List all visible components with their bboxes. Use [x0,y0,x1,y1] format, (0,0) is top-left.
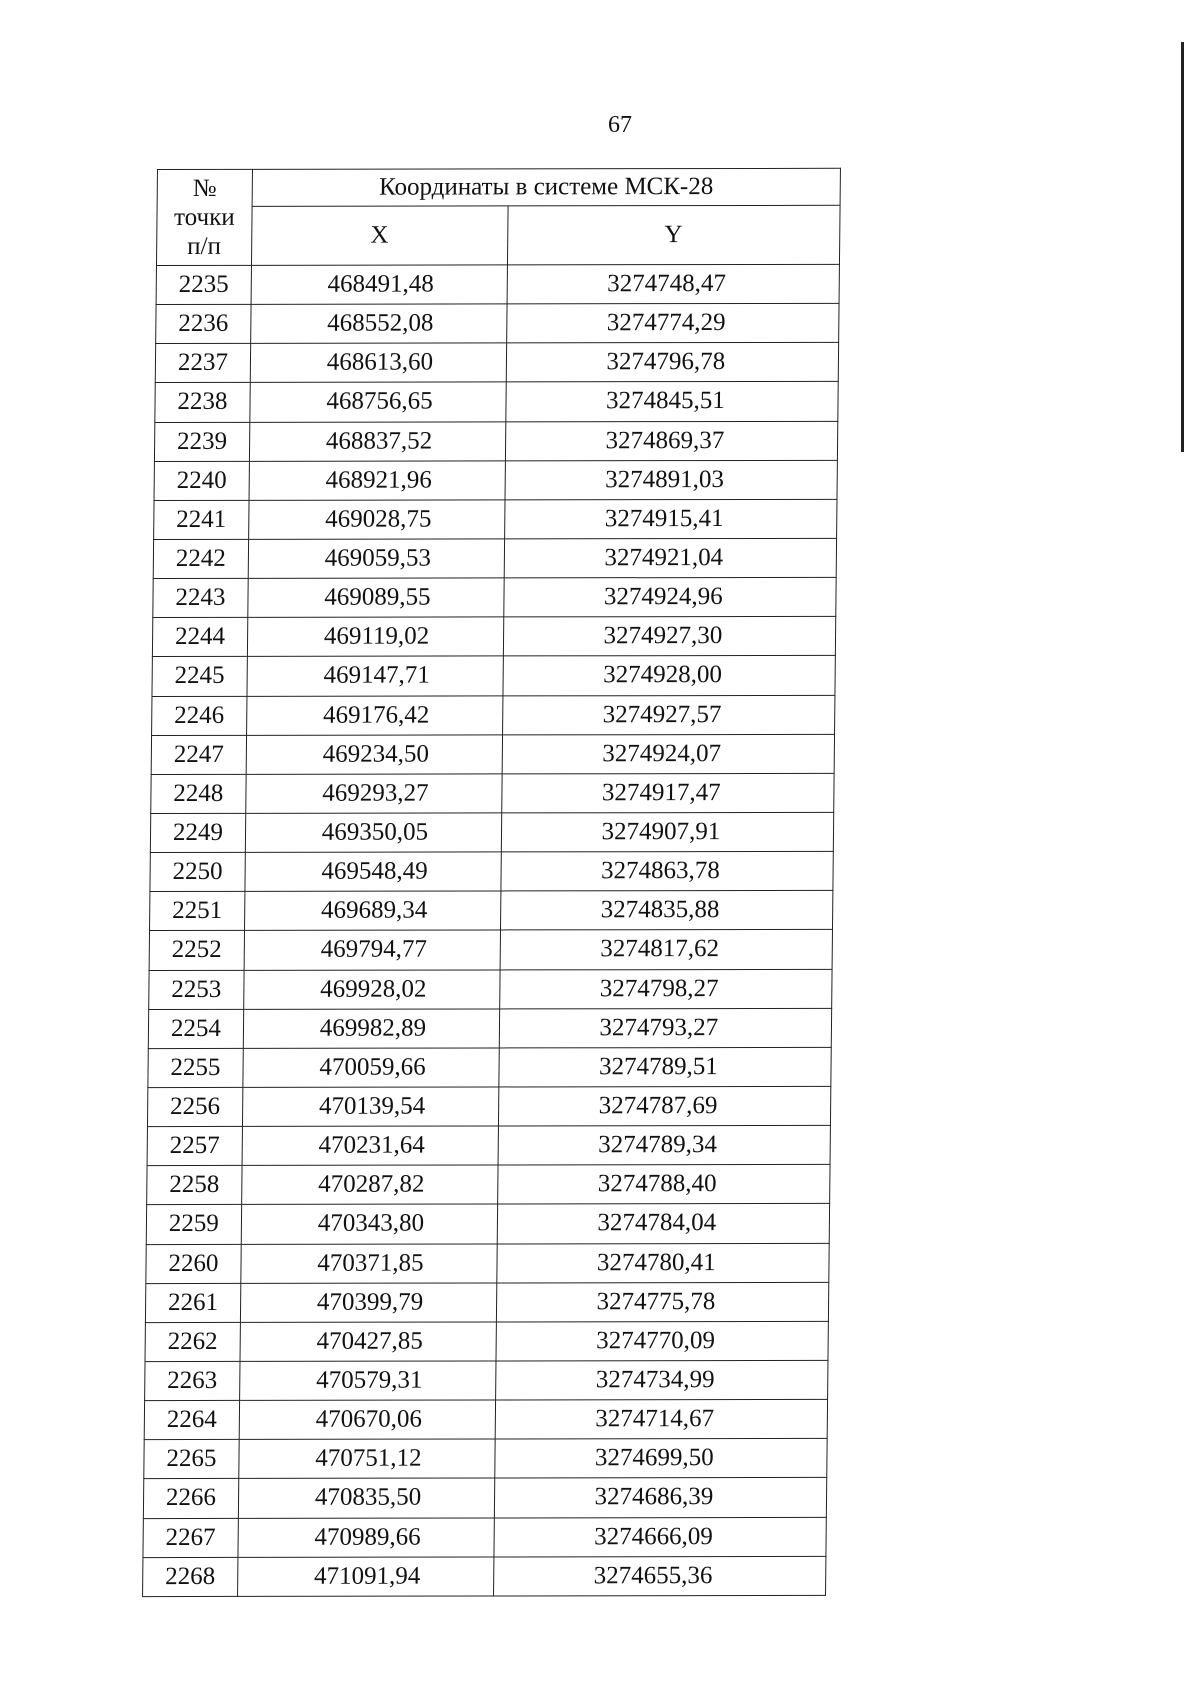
x-coordinate-cell: 468613,60 [250,343,506,383]
table-row [147,1125,830,1165]
point-number-cell: 2243 [153,578,248,617]
x-coordinate-cell: 469059,53 [248,539,504,579]
table-body [143,264,840,1596]
x-coordinate-cell: 469119,02 [247,617,503,657]
y-coordinate-cell: 3274927,57 [502,695,835,735]
table-row [154,499,837,539]
table-row [153,577,836,617]
x-coordinate-cell: 469928,02 [244,969,500,1009]
x-coordinate-cell: 470427,85 [240,1322,496,1362]
table-row [148,1008,831,1048]
x-coordinate-cell: 470287,82 [241,1165,497,1205]
y-coordinate-cell: 3274784,04 [497,1204,830,1244]
y-coordinate-cell: 3274775,78 [496,1282,829,1322]
table-row [143,1517,826,1557]
y-coordinate-cell: 3274915,41 [504,499,837,539]
x-coordinate-cell: 468921,96 [249,461,505,501]
y-coordinate-cell: 3274788,40 [497,1165,830,1205]
x-coordinate-cell: 470399,79 [240,1283,496,1323]
point-number-cell: 2263 [145,1361,240,1400]
scan-edge-mark [1181,42,1184,452]
x-coordinate-cell: 471091,94 [237,1557,493,1597]
table-row [145,1360,828,1400]
y-coordinate-cell: 3274789,34 [498,1125,831,1165]
x-coordinate-cell: 470059,66 [243,1048,499,1088]
x-coordinate-cell: 470579,31 [239,1361,495,1401]
x-coordinate-cell: 469982,89 [243,1009,499,1049]
table-row [153,538,836,578]
table-row [150,851,833,891]
coordinates-table [142,168,841,1597]
point-number-header [156,169,252,265]
y-coordinate-cell: 3274666,09 [493,1517,826,1557]
point-number-cell: 2249 [150,813,245,852]
table-row [152,656,835,696]
table-row [151,734,834,774]
x-coordinate-cell: 469548,49 [245,852,501,892]
x-coordinate-cell: 470343,80 [241,1204,497,1244]
x-coordinate-cell: 470835,50 [238,1478,494,1518]
x-coordinate-cell: 469794,77 [244,930,500,970]
point-number-cell: 2257 [147,1126,242,1165]
x-coordinate-cell: 469293,27 [246,774,502,814]
point-number-cell: 2235 [156,265,251,304]
y-coordinate-cell: 3274774,29 [506,303,839,343]
table-row [144,1439,827,1479]
x-column-header: X [251,206,507,265]
table-row [151,773,834,813]
x-coordinate-cell: 468491,48 [251,265,507,305]
point-number-cell: 2253 [149,970,244,1009]
table-header [156,168,840,265]
table-row [154,460,837,500]
point-number-cell: 2258 [147,1166,242,1205]
point-number-cell: 2244 [152,618,247,657]
y-coordinate-cell: 3274817,62 [500,930,833,970]
y-coordinate-cell: 3274789,51 [498,1047,831,1087]
point-number-cell: 2246 [152,696,247,735]
y-coordinate-cell: 3274780,41 [496,1243,829,1283]
point-number-cell: 2242 [153,539,248,578]
point-number-cell: 2266 [143,1479,238,1518]
point-number-cell: 2255 [148,1048,243,1087]
table-row [155,382,838,422]
table-row [156,264,839,304]
y-coordinate-cell: 3274787,69 [498,1086,831,1126]
y-coordinate-cell: 3274770,09 [495,1321,828,1361]
table-row [146,1243,829,1283]
x-coordinate-cell: 469689,34 [244,891,500,931]
y-coordinate-cell: 3274907,91 [501,812,834,852]
table-row [145,1321,828,1361]
x-coordinate-cell: 469234,50 [246,735,502,775]
point-number-cell: 2268 [143,1557,238,1596]
table-row [150,812,833,852]
x-coordinate-cell: 468837,52 [249,421,505,461]
y-coordinate-cell: 3274699,50 [494,1439,827,1479]
table-row [144,1399,827,1439]
y-coordinate-cell: 3274927,30 [503,617,836,657]
x-coordinate-cell: 470371,85 [241,1243,497,1283]
y-coordinate-cell: 3274845,51 [505,382,838,422]
y-coordinate-cell: 3274921,04 [504,538,837,578]
point-number-cell: 2236 [156,304,251,343]
point-number-cell: 2259 [146,1205,241,1244]
y-coordinate-cell: 3274869,37 [505,421,838,461]
point-number-cell: 2239 [154,422,249,461]
y-column-header: Y [507,205,840,265]
point-number-cell: 2262 [145,1322,240,1361]
table-row [152,617,835,657]
point-number-cell: 2264 [144,1401,239,1440]
point-number-header-line-3: п/п [187,232,222,260]
point-number-cell: 2237 [155,344,250,383]
x-coordinate-cell: 470139,54 [242,1087,498,1127]
table-row [147,1086,830,1126]
point-number-cell: 2252 [149,931,244,970]
y-coordinate-cell: 3274928,00 [502,656,835,696]
x-coordinate-cell: 470670,06 [239,1400,495,1440]
coordinates-group-header: Координаты в системе МСК-28 [252,168,841,206]
y-coordinate-cell: 3274686,39 [494,1478,827,1518]
x-coordinate-cell: 469147,71 [247,656,503,696]
point-number-cell: 2254 [148,1009,243,1048]
x-coordinate-cell: 468552,08 [251,304,507,344]
y-coordinate-cell: 3274891,03 [505,460,838,500]
y-coordinate-cell: 3274748,47 [507,264,840,304]
y-coordinate-cell: 3274714,67 [495,1399,828,1439]
point-number-header-line-2: точки [173,203,235,231]
table-row [155,343,838,383]
table-row [154,421,837,461]
x-coordinate-cell: 469176,42 [246,695,502,735]
table-row [146,1204,829,1244]
y-coordinate-cell: 3274793,27 [499,1008,832,1048]
table-row [152,695,835,735]
point-number-header-line-1: № [192,174,217,202]
point-number-cell: 2247 [151,735,246,774]
point-number-cell: 2248 [151,774,246,813]
x-coordinate-cell: 469350,05 [245,813,501,853]
point-number-cell: 2250 [150,852,245,891]
point-number-cell: 2251 [150,892,245,931]
y-coordinate-cell: 3274924,96 [503,577,836,617]
x-coordinate-cell: 469089,55 [248,578,504,618]
x-coordinate-cell: 469028,75 [248,500,504,540]
y-coordinate-cell: 3274655,36 [493,1556,826,1596]
table-row [149,969,832,1009]
table-row [145,1282,828,1322]
point-number-cell: 2267 [143,1518,238,1557]
x-coordinate-cell: 470989,66 [238,1517,494,1557]
y-coordinate-cell: 3274796,78 [506,343,839,383]
table-row [143,1556,826,1596]
table-row [143,1478,826,1518]
y-coordinate-cell: 3274863,78 [500,851,833,891]
x-coordinate-cell: 468756,65 [250,382,506,422]
point-number-cell: 2240 [154,461,249,500]
table-row [147,1165,830,1205]
y-coordinate-cell: 3274734,99 [495,1360,828,1400]
table-row [149,930,832,970]
point-number-cell: 2238 [155,383,250,422]
point-number-cell: 2241 [154,500,249,539]
point-number-cell: 2245 [152,657,247,696]
table-row [148,1047,831,1087]
point-number-cell: 2261 [145,1283,240,1322]
point-number-cell: 2256 [147,1087,242,1126]
page-number: 67 [608,112,632,138]
y-coordinate-cell: 3274924,07 [502,734,835,774]
x-coordinate-cell: 470231,64 [242,1126,498,1166]
y-coordinate-cell: 3274835,88 [500,891,833,931]
x-coordinate-cell: 470751,12 [239,1439,495,1479]
point-number-cell: 2265 [144,1440,239,1479]
y-coordinate-cell: 3274917,47 [501,773,834,813]
table-row [156,303,839,343]
table-row [150,891,833,931]
y-coordinate-cell: 3274798,27 [499,969,832,1009]
point-number-cell: 2260 [146,1244,241,1283]
